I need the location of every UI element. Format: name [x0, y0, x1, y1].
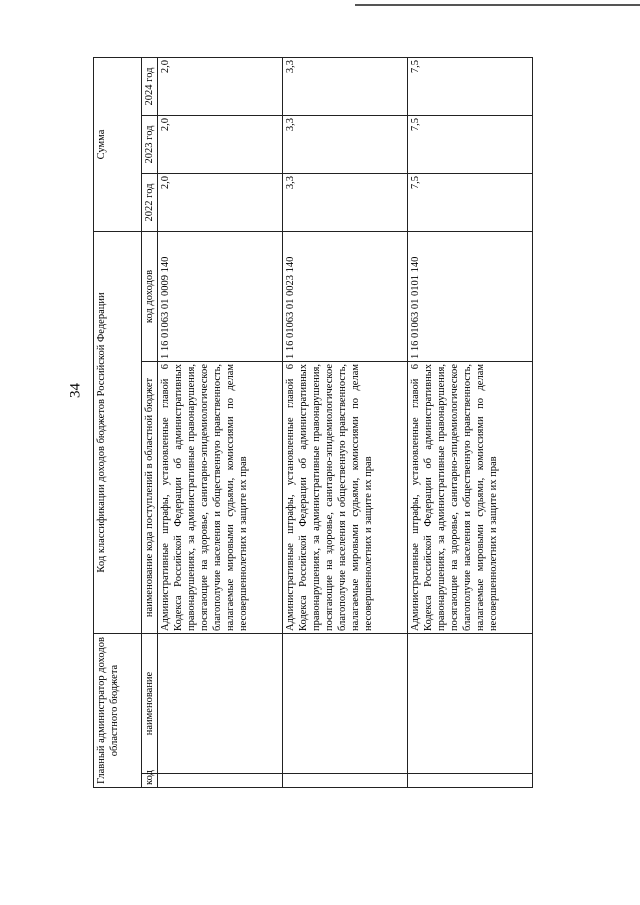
header-year-2024: 2024 год: [142, 57, 158, 115]
table-row: [283, 57, 408, 787]
table-row: [408, 57, 533, 787]
rotated-table-wrapper: [93, 58, 533, 788]
sum-2022: 2,0: [158, 173, 283, 231]
admin-name-cell: [283, 634, 408, 774]
sum-2023: 2,0: [158, 115, 283, 173]
income-description: Административные штрафы, установленные главой 6 Кодекса Российской Федерации об административных правонарушениях, за административные правонарушения, посягающие на здоровье, санитарно-эпидемиологическое благополучие населения и общественную нравственность, налагаемые мировыми судьями, комиссиями по делам несовершеннолетних и защите их прав: [158, 362, 283, 634]
sum-2024: 7,5: [408, 57, 533, 115]
income-code: 1 16 01063 01 0023 140: [283, 231, 408, 361]
income-table: [93, 57, 533, 788]
header-year-2022: 2022 год: [142, 173, 158, 231]
sum-2024: 2,0: [158, 57, 283, 115]
sum-2024: 3,3: [283, 57, 408, 115]
admin-code-cell: [283, 774, 408, 788]
admin-code-cell: [158, 774, 283, 788]
admin-name-cell: [158, 634, 283, 774]
header-income-code: код доходов: [142, 231, 158, 361]
header-admin-code: код: [142, 774, 158, 788]
top-border-line: [355, 4, 640, 6]
header-classification-group: Код классификации доходов бюджетов Российской Федерации: [94, 231, 142, 633]
income-code: 1 16 01063 01 0101 140: [408, 231, 533, 361]
income-description: Административные штрафы, установленные главой 6 Кодекса Российской Федерации об административных правонарушениях, за административные правонарушения, посягающие на здоровье, санитарно-эпидемиологическое благополучие населения и общественную нравственность, налагаемые мировыми судьями, комиссиями по делам несовершеннолетних и защите их прав: [408, 362, 533, 634]
header-income-name: наименование кода поступлений в областной бюджет: [142, 362, 158, 634]
sum-2023: 7,5: [408, 115, 533, 173]
sum-2022: 7,5: [408, 173, 533, 231]
header-admin-name: наименование: [142, 634, 158, 774]
sum-2022: 3,3: [283, 173, 408, 231]
admin-code-cell: [408, 774, 533, 788]
table-row: [158, 57, 283, 787]
income-code: 1 16 01063 01 0009 140: [158, 231, 283, 361]
page-number: 34: [67, 383, 84, 398]
sum-2023: 3,3: [283, 115, 408, 173]
header-year-2023: 2023 год: [142, 115, 158, 173]
income-description: Административные штрафы, установленные главой 6 Кодекса Российской Федерации об административных правонарушениях, за административные правонарушения, посягающие на здоровье, санитарно-эпидемиологическое благополучие населения и общественную нравственность, налагаемые мировыми судьями, комиссиями по делам несовершеннолетних и защите их прав: [283, 362, 408, 634]
admin-name-cell: [408, 634, 533, 774]
header-sum-group: Сумма: [94, 57, 142, 231]
header-admin-group: Главный администратор доходов областного бюджета: [94, 634, 142, 788]
